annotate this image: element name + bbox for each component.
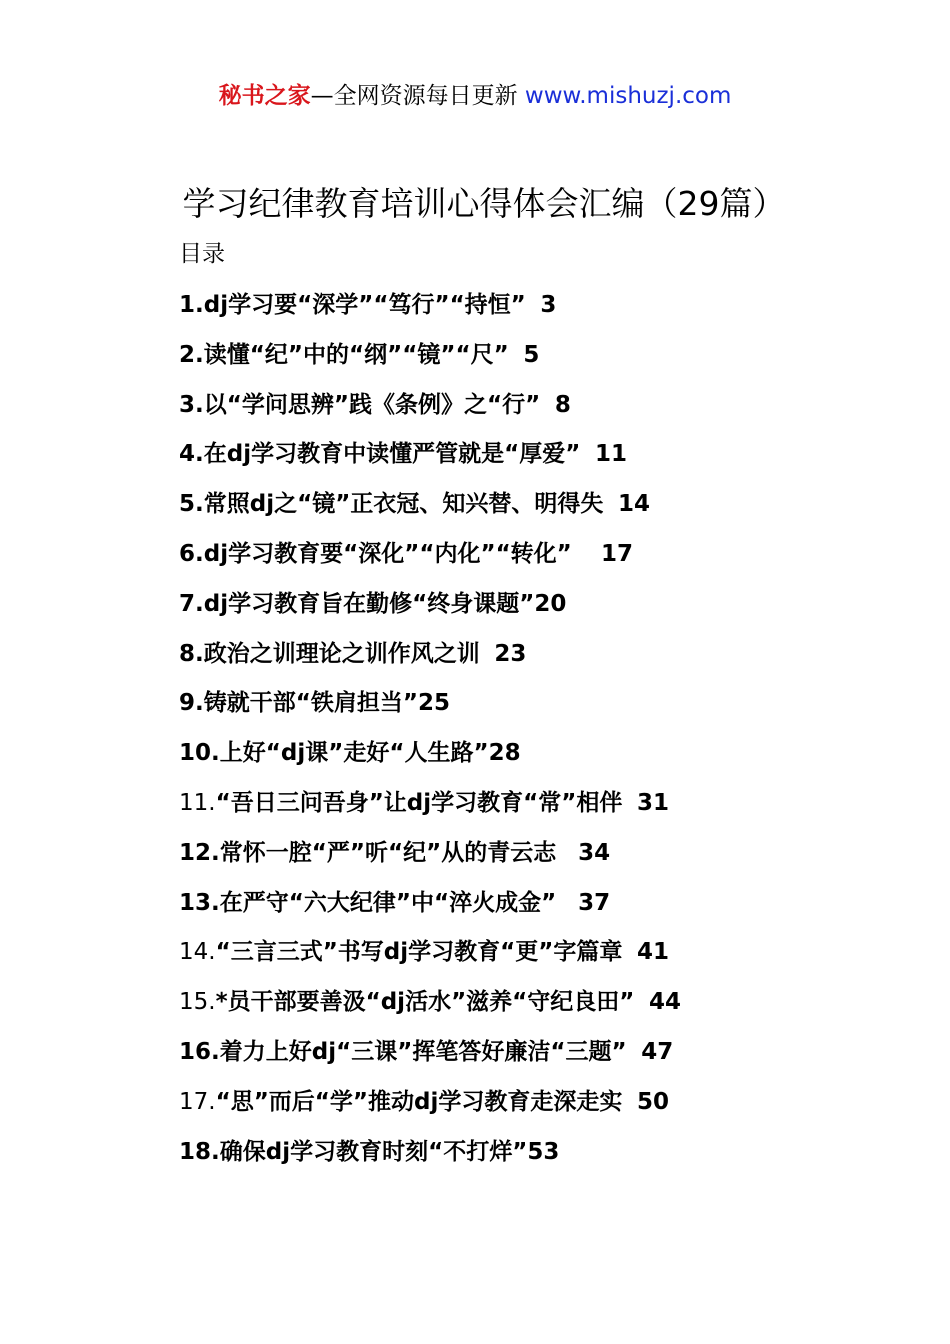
toc-heading: 目录 [179,241,225,267]
toc-entry-gap [634,989,649,1015]
site-header [0,80,950,112]
toc-entry-title: 以“学问思辨”践《条例》之“行” [203,391,541,418]
toc-entry[interactable] [179,436,681,486]
toc-entry[interactable] [179,835,681,885]
toc-entry-number: 18. [179,1138,220,1165]
toc-entry-number: 3. [179,391,204,418]
document-title: 学习纪律教育培训心得体会汇编（29篇） [182,184,786,223]
toc-entry-number: 13. [179,889,220,916]
toc-entry[interactable] [179,984,681,1034]
toc-entry-title: 常怀一腔“严”听“纪”从的青云志 [219,839,557,866]
toc-entry-title: 上好“dj课”走好“人生路” [219,740,489,767]
toc-entry-number: 4. [179,441,204,468]
toc-entry-title: “思”而后“学”推动dj学习教育走深走实 [215,1088,623,1115]
toc-entry[interactable] [179,486,681,536]
toc-entry-gap [509,342,524,368]
toc-entry[interactable] [179,685,681,735]
toc-entry-title: dj学习要“深学”“笃行”“持恒” [203,292,526,318]
header-tagline: —全网资源每日更新 [310,83,525,109]
toc-entry-gap [627,1039,642,1065]
toc-entry-page-number: 53 [527,1138,560,1165]
toc-entry-page-number: 17 [601,540,634,567]
toc-entry-number: 12. [179,839,220,866]
toc-entry-page-number: 41 [637,939,670,966]
toc-entry-page-number: 3 [540,292,557,318]
toc-entry-page-number: 14 [617,491,650,518]
toc-entry-title: 铸就干部“铁肩担当” [203,690,418,717]
toc-entry-gap [622,939,637,965]
toc-entry-number: 14. [179,939,216,966]
site-url-link[interactable]: www.mishuzj.com [524,83,732,109]
toc-entry-number: 7. [179,590,204,617]
toc-entry-title: dj学习教育要“深化”“内化”“转化” [203,540,572,567]
toc-entry-gap [480,641,495,667]
toc-entry-page-number: 5 [523,341,540,368]
toc-entry[interactable] [179,735,681,785]
toc-entry[interactable] [179,934,681,984]
toc-entry[interactable] [179,536,681,586]
toc-entry[interactable] [179,287,681,337]
toc-entry-gap [556,840,578,866]
toc-entry-number: 17. [179,1088,216,1115]
toc-entry-page-number: 25 [417,690,450,717]
toc-entry-gap [622,1089,637,1115]
toc-entry[interactable] [179,586,681,636]
toc-entry-gap [580,441,595,467]
toc-entry-page-number: 44 [649,989,682,1016]
toc-entry[interactable] [179,636,681,686]
toc-entry-gap [556,890,578,916]
toc-entry-title: “三言三式”书写dj学习教育“更”字篇章 [215,939,623,966]
toc-entry-page-number: 47 [641,1038,674,1065]
toc-entry[interactable] [179,337,681,387]
toc-entry-title: 在dj学习教育中读懂严管就是“厚爱” [203,441,581,468]
toc-entry-number: 16. [179,1038,220,1065]
toc-entry-gap [572,541,601,567]
toc-entry-gap [526,292,541,318]
toc-entry[interactable] [179,885,681,935]
toc-entry-number: 10. [179,740,220,767]
toc-entry-number: 11. [179,789,216,816]
toc-entry-page-number: 11 [594,441,627,468]
toc-entry-page-number: 31 [637,789,670,816]
toc-entry-title: dj学习教育旨在勤修“终身课题” [203,590,535,617]
toc-entry[interactable] [179,387,681,437]
toc-entry-number: 15. [179,989,216,1016]
toc-entry[interactable] [179,785,681,835]
table-of-contents [179,287,681,1183]
toc-entry[interactable] [179,1084,681,1134]
toc-entry-number: 5. [179,491,204,518]
toc-entry-number: 6. [179,540,204,567]
toc-entry-title: 确保dj学习教育时刻“不打烊” [219,1138,528,1165]
toc-entry-page-number: 37 [578,889,611,916]
toc-entry-page-number: 23 [494,640,527,667]
toc-entry-number: 9. [179,690,204,717]
toc-entry-page-number: 8 [554,391,571,418]
toc-entry-page-number: 34 [578,839,611,866]
toc-entry-title: 在严守“六大纪律”中“淬火成金” [219,889,557,916]
toc-entry-title: 着力上好dj“三课”挥笔答好廉洁“三题” [219,1038,627,1065]
toc-entry-title: “吾日三问吾身”让dj学习教育“常”相伴 [215,789,623,816]
toc-entry-number: 8. [179,640,204,667]
toc-entry[interactable] [179,1034,681,1084]
toc-entry-title: 读懂“纪”中的“纲”“镜”“尺” [203,341,509,368]
toc-entry-number: 2. [179,341,204,368]
toc-entry-page-number: 50 [637,1088,670,1115]
toc-entry-title: 常照dj之“镜”正衣冠、知兴替、明得失 [203,491,604,518]
toc-entry-page-number: 20 [534,590,567,617]
toc-entry-title: *员干部要善汲“dj活水”滋养“守纪良田” [215,989,635,1016]
brand-name: 秘书之家 [218,83,311,109]
toc-entry-gap [622,790,637,816]
toc-entry-gap [540,392,555,418]
toc-entry-title: 政治之训理论之训作风之训 [203,640,480,667]
toc-entry-number: 1. [179,292,204,318]
toc-entry-gap [603,491,618,517]
toc-entry[interactable] [179,1134,681,1184]
toc-entry-page-number: 28 [488,740,521,767]
